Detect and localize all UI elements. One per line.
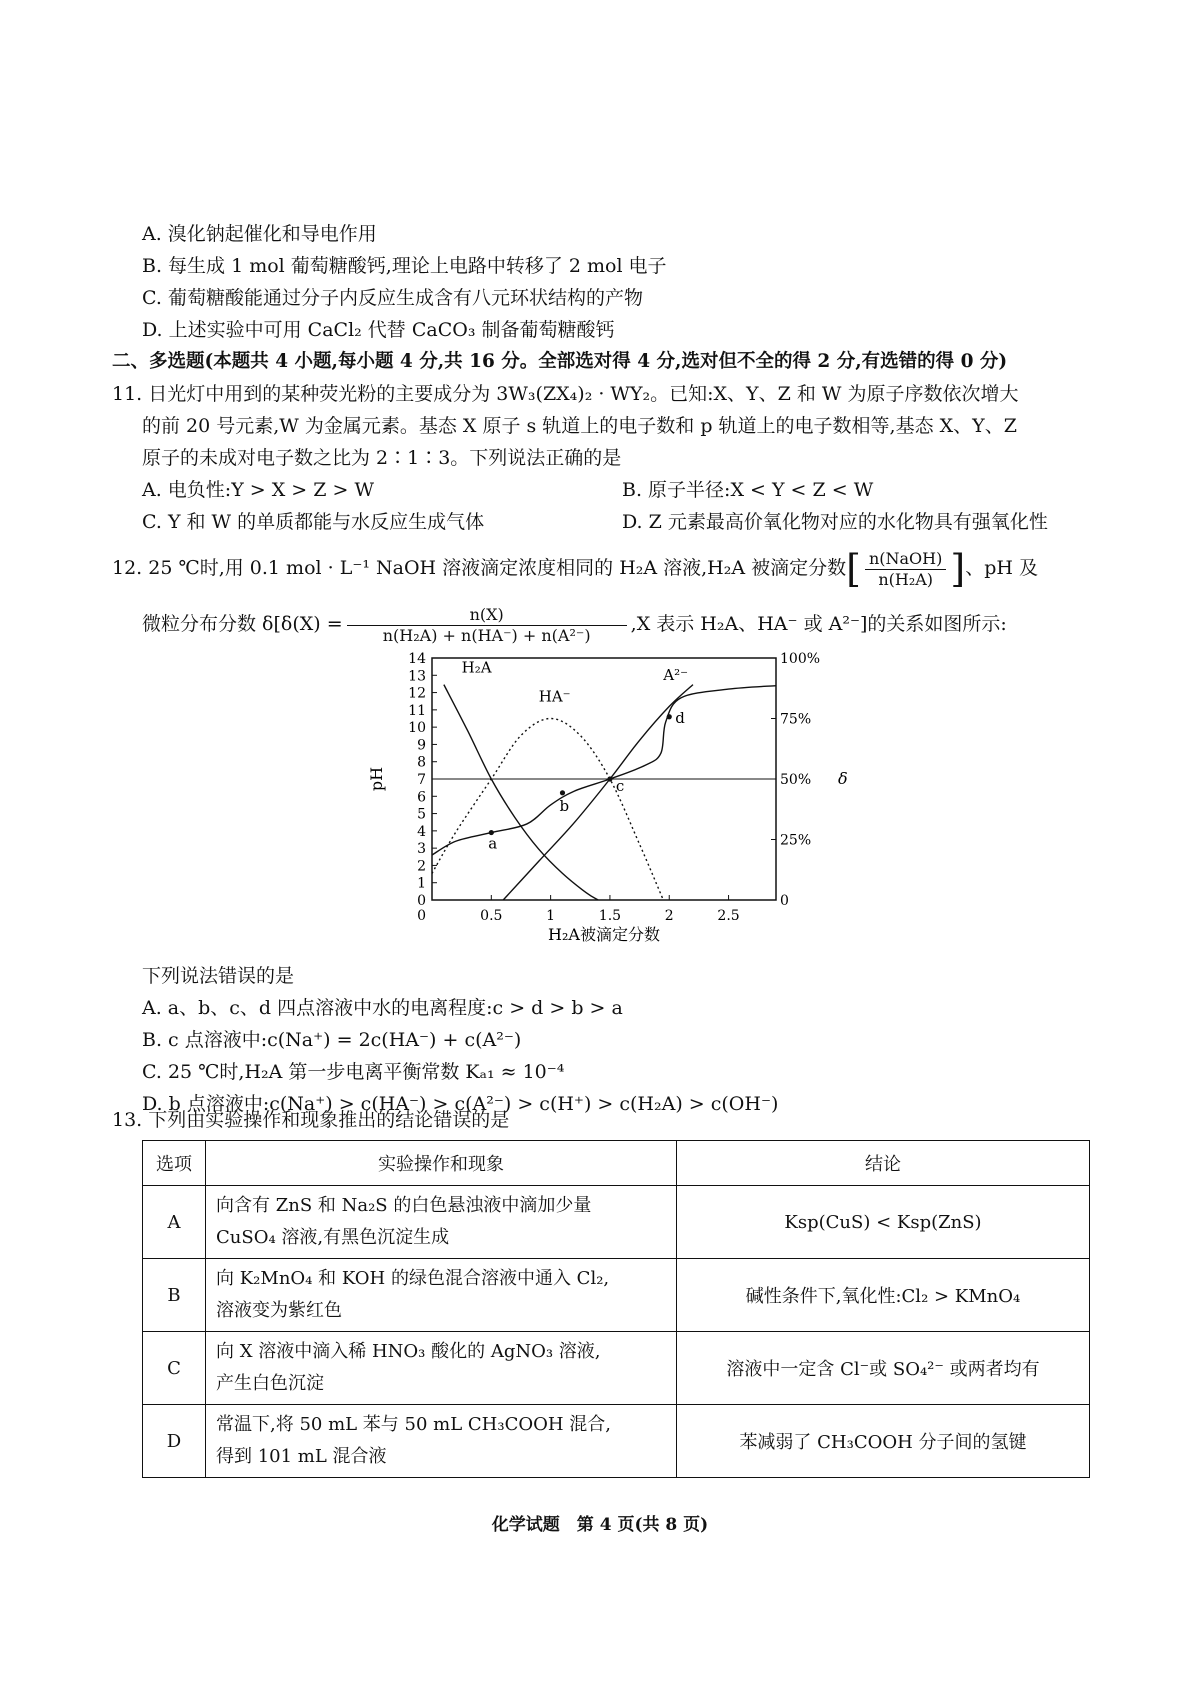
x-tick-label: 1 (546, 908, 556, 924)
row-operation-line1: 向 K₂MnO₄ 和 KOH 的绿色混合溶液中通入 Cl₂, (216, 1268, 610, 1289)
annotation-point (560, 790, 565, 795)
y-tick-label-left: 0 (417, 893, 426, 909)
row-conclusion: 苯减弱了 CH₃COOH 分子间的氢键 (677, 1405, 1090, 1478)
y-tick-label-left: 13 (408, 668, 426, 685)
q11-stem-line3: 原子的未成对电子数之比为 2∶1∶3。下列说法正确的是 (142, 447, 622, 469)
row-conclusion: 溶液中一定含 Cl⁻或 SO₄²⁻ 或两者均有 (677, 1332, 1090, 1405)
q10-option-c: C. 葡萄糖酸能通过分子内反应生成含有八元环状结构的产物 (142, 287, 643, 309)
y-tick-label-left: 12 (408, 685, 426, 702)
table-row (143, 1332, 1090, 1405)
annotation-label: b (559, 796, 570, 815)
row-conclusion: Ksp(CuS) < Ksp(ZnS) (677, 1186, 1090, 1259)
y-axis-label-left: pH (367, 766, 386, 792)
fraction-distribution-den: n(H₂A) + n(HA⁻) + n(A²⁻) (382, 625, 591, 645)
row-operation-line2: 得到 101 mL 混合液 (216, 1446, 387, 1467)
table-row (143, 1405, 1090, 1478)
q12-option-c: C. 25 ℃时,H₂A 第一步电离平衡常数 Kₐ₁ ≈ 10⁻⁴ (142, 1061, 565, 1083)
q12-stem-a: 12. 25 ℃时,用 0.1 mol · L⁻¹ NaOH 溶液滴定浓度相同的 H₂A 溶液,H₂A 被滴定分数 (112, 557, 847, 579)
row-option: A (143, 1186, 206, 1259)
q11-option-a: A. 电负性:Y > X > Z > W (142, 479, 374, 501)
x-tick-label: 1.5 (598, 908, 622, 924)
x-axis-label: H₂A被滴定分数 (548, 925, 660, 944)
q11-stem-line2: 的前 20 号元素,W 为金属元素。基态 X 原子 s 轨道上的电子数和 p 轨道上的电子数相等,基态 X、Y、Z (142, 415, 1017, 437)
y-tick-label-left: 4 (417, 823, 426, 840)
section2-heading: 二、多选题(本题共 4 小题,每小题 4 分,共 16 分。全部选对得 4 分,选对但不全的得 2 分,有选错的得 0 分) (112, 351, 1008, 372)
q12-stem-b: 、pH 及 (965, 557, 1038, 579)
series-label: HA⁻ (538, 687, 571, 706)
x-tick-label: 2.5 (717, 908, 740, 924)
q13-stem: 13. 下列由实验操作和现象推出的结论错误的是 (112, 1109, 510, 1131)
table-row (143, 1259, 1090, 1332)
q12-after-chart: 下列说法错误的是 (142, 965, 295, 987)
row-option: C (143, 1332, 206, 1405)
annotation-point (607, 776, 612, 781)
q10-option-b: B. 每生成 1 mol 葡萄糖酸钙,理论上电路中转移了 2 mol 电子 (142, 255, 667, 277)
page-footer: 化学试题 第 4 页(共 8 页) (491, 1515, 709, 1535)
fraction-distribution (347, 605, 627, 646)
row-operation (206, 1405, 677, 1478)
row-option: D (143, 1405, 206, 1478)
series-line-0 (444, 685, 598, 900)
y-tick-label-right: 100% (780, 651, 821, 667)
row-option: B (143, 1259, 206, 1332)
y-tick-label-right: 50% (780, 772, 812, 788)
y-tick-label-left: 7 (417, 772, 426, 788)
fraction-titration-num: n(NaOH) (865, 549, 946, 570)
header-option: 选项 (143, 1141, 206, 1186)
y-tick-label-right: 0 (780, 893, 789, 909)
q12-stem-line2 (142, 600, 1007, 648)
x-tick-label: 2 (664, 908, 674, 924)
x-tick-label-zero: 0 (417, 908, 426, 924)
fraction-titration-den: n(H₂A) (878, 569, 934, 589)
row-operation-line2: 溶液变为紫红色 (216, 1300, 342, 1321)
series-label: H₂A (461, 658, 492, 677)
series-line-3 (432, 686, 776, 855)
y-tick-label-left: 1 (417, 875, 426, 892)
y-axis-label-right: δ (838, 769, 848, 788)
y-tick-label-left: 8 (417, 754, 426, 771)
row-operation (206, 1259, 677, 1332)
row-operation (206, 1332, 677, 1405)
fraction-titration (865, 549, 946, 590)
q13-table (142, 1140, 1090, 1478)
row-operation-line1: 常温下,将 50 mL 苯与 50 mL CH₃COOH 混合, (216, 1414, 612, 1435)
y-tick-label-left: 14 (408, 651, 426, 667)
fraction-distribution-num: n(X) (347, 605, 627, 626)
y-tick-label-left: 3 (417, 841, 426, 858)
q12-stem-line1 (112, 544, 1038, 593)
y-tick-label-right: 75% (780, 711, 812, 728)
y-tick-label-left: 2 (417, 858, 426, 875)
header-operation: 实验操作和现象 (206, 1141, 677, 1186)
header-conclusion: 结论 (677, 1141, 1090, 1186)
q10-option-d: D. 上述实验中可用 CaCl₂ 代替 CaCO₃ 制备葡萄糖酸钙 (142, 319, 615, 341)
q11-option-d: D. Z 元素最高价氧化物对应的水化物具有强氧化性 (622, 511, 1048, 533)
q11-stem-line1: 11. 日光灯中用到的某种荧光粉的主要成分为 3W₃(ZX₄)₂ · WY₂。已知:X、Y、Z 和 W 为原子序数依次增大 (112, 383, 1019, 405)
annotation-label: a (488, 834, 498, 853)
row-operation-line1: 向含有 ZnS 和 Na₂S 的白色悬浊液中滴加少量 (216, 1195, 592, 1216)
series-line-1 (432, 719, 663, 901)
q11-option-c: C. Y 和 W 的单质都能与水反应生成气体 (142, 511, 485, 533)
y-tick-label-left: 10 (408, 720, 426, 737)
q12-option-b: B. c 点溶液中:c(Na⁺) = 2c(HA⁻) + c(A²⁻) (142, 1029, 522, 1051)
y-tick-label-right: 25% (780, 832, 812, 849)
q11-option-b: B. 原子半径:X < Y < Z < W (622, 479, 874, 501)
q12-option-a: A. a、b、c、d 四点溶液中水的电离程度:c > d > b > a (142, 997, 623, 1019)
q12-stem-c: 微粒分布分数 δ[δ(X) = (142, 613, 343, 635)
bracket-open: [ (846, 547, 861, 591)
y-tick-label-left: 6 (417, 789, 426, 806)
row-operation-line2: CuSO₄ 溶液,有黑色沉淀生成 (216, 1227, 450, 1248)
x-tick-label: 0.5 (480, 908, 503, 924)
annotation-label: d (675, 708, 685, 727)
table-row (143, 1186, 1090, 1259)
y-tick-label-left: 9 (417, 737, 426, 754)
y-tick-label-left: 5 (417, 806, 426, 823)
q12-option-d: D. b 点溶液中:c(Na⁺) > c(HA⁻) > c(A²⁻) > c(H⁺) > c(H₂A) > c(OH⁻) (142, 1093, 779, 1115)
series-label: A²⁻ (663, 665, 689, 684)
q10-option-a: A. 溴化钠起催化和导电作用 (142, 223, 377, 245)
titration-chart (360, 648, 860, 948)
bracket-close: ] (950, 547, 966, 591)
y-tick-label-left: 11 (408, 702, 426, 719)
annotation-label: c (615, 777, 625, 795)
annotation-point (667, 714, 672, 719)
row-operation-line1: 向 X 溶液中滴入稀 HNO₃ 酸化的 AgNO₃ 溶液, (216, 1341, 601, 1362)
q12-stem-d: ,X 表示 H₂A、HA⁻ 或 A²⁻]的关系如图所示: (630, 613, 1007, 635)
row-operation-line2: 产生白色沉淀 (216, 1373, 324, 1394)
row-conclusion: 碱性条件下,氧化性:Cl₂ > KMnO₄ (677, 1259, 1090, 1332)
series-line-2 (503, 685, 693, 900)
row-operation (206, 1186, 677, 1259)
